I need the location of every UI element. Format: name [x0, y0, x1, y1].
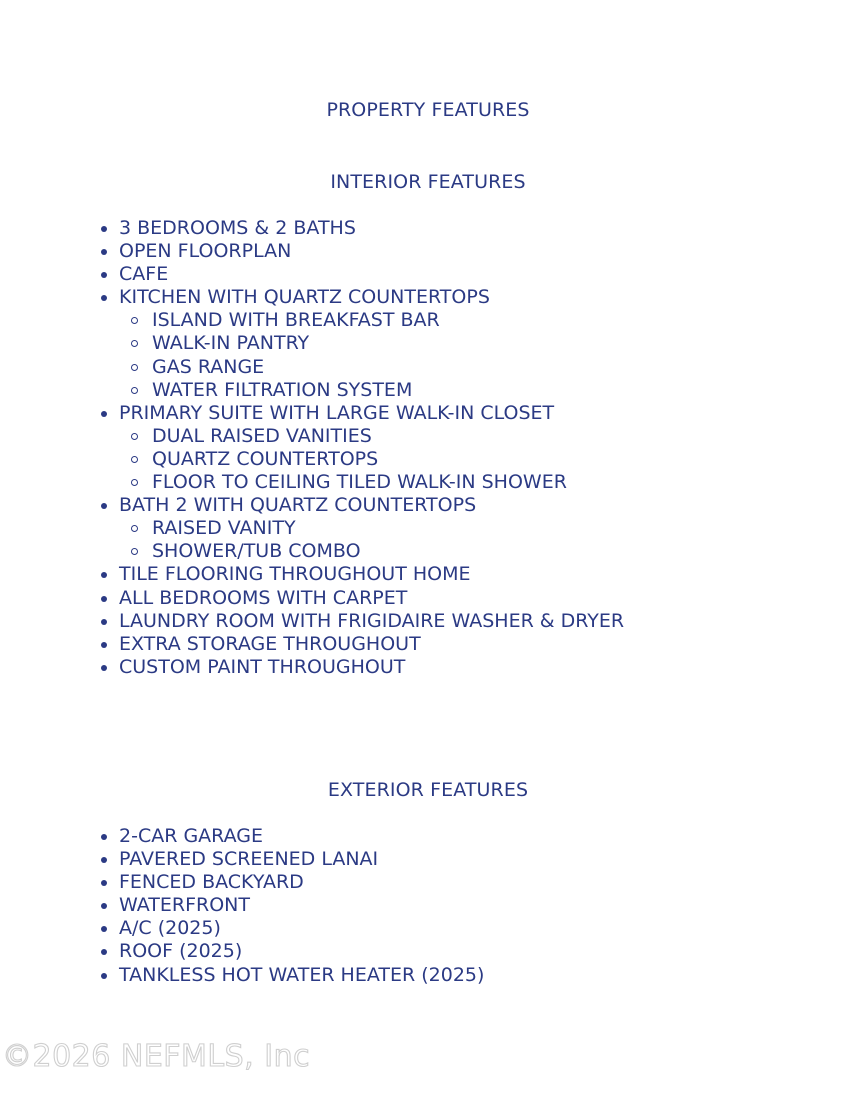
sub-feature-item: ISLAND WITH BREAKFAST BAR — [100, 309, 624, 332]
sub-feature-item: DUAL RAISED VANITIES — [100, 425, 624, 448]
feature-item: WATERFRONT — [100, 894, 484, 917]
interior-features-heading: INTERIOR FEATURES — [330, 171, 526, 193]
feature-item: CAFE — [100, 263, 624, 286]
feature-item: PRIMARY SUITE WITH LARGE WALK-IN CLOSET — [100, 402, 624, 425]
sub-feature-item: FLOOR TO CEILING TILED WALK-IN SHOWER — [100, 471, 624, 494]
feature-item: LAUNDRY ROOM WITH FRIGIDAIRE WASHER & DRYER — [100, 610, 624, 633]
feature-item: PAVERED SCREENED LANAI — [100, 848, 484, 871]
feature-item: KITCHEN WITH QUARTZ COUNTERTOPS — [100, 286, 624, 309]
feature-item: 3 BEDROOMS & 2 BATHS — [100, 217, 624, 240]
page-title: PROPERTY FEATURES — [326, 99, 530, 121]
feature-item: TANKLESS HOT WATER HEATER (2025) — [100, 964, 484, 987]
exterior-features-list — [100, 825, 484, 987]
sub-feature-item: RAISED VANITY — [100, 517, 624, 540]
feature-item: TILE FLOORING THROUGHOUT HOME — [100, 563, 624, 586]
feature-item: FENCED BACKYARD — [100, 871, 484, 894]
feature-item: ROOF (2025) — [100, 940, 484, 963]
feature-item: A/C (2025) — [100, 917, 484, 940]
sub-feature-item: GAS RANGE — [100, 356, 624, 379]
sub-feature-item: QUARTZ COUNTERTOPS — [100, 448, 624, 471]
copyright-watermark: ©2026 NEFMLS, Inc — [2, 1039, 311, 1074]
feature-item: 2-CAR GARAGE — [100, 825, 484, 848]
feature-item: OPEN FLOORPLAN — [100, 240, 624, 263]
feature-item: CUSTOM PAINT THROUGHOUT — [100, 656, 624, 679]
sub-feature-item: WALK-IN PANTRY — [100, 332, 624, 355]
sub-feature-item: WATER FILTRATION SYSTEM — [100, 379, 624, 402]
interior-features-list — [100, 217, 624, 679]
feature-item: BATH 2 WITH QUARTZ COUNTERTOPS — [100, 494, 624, 517]
exterior-features-heading: EXTERIOR FEATURES — [327, 779, 529, 801]
feature-item: ALL BEDROOMS WITH CARPET — [100, 587, 624, 610]
feature-item: EXTRA STORAGE THROUGHOUT — [100, 633, 624, 656]
sub-feature-item: SHOWER/TUB COMBO — [100, 540, 624, 563]
